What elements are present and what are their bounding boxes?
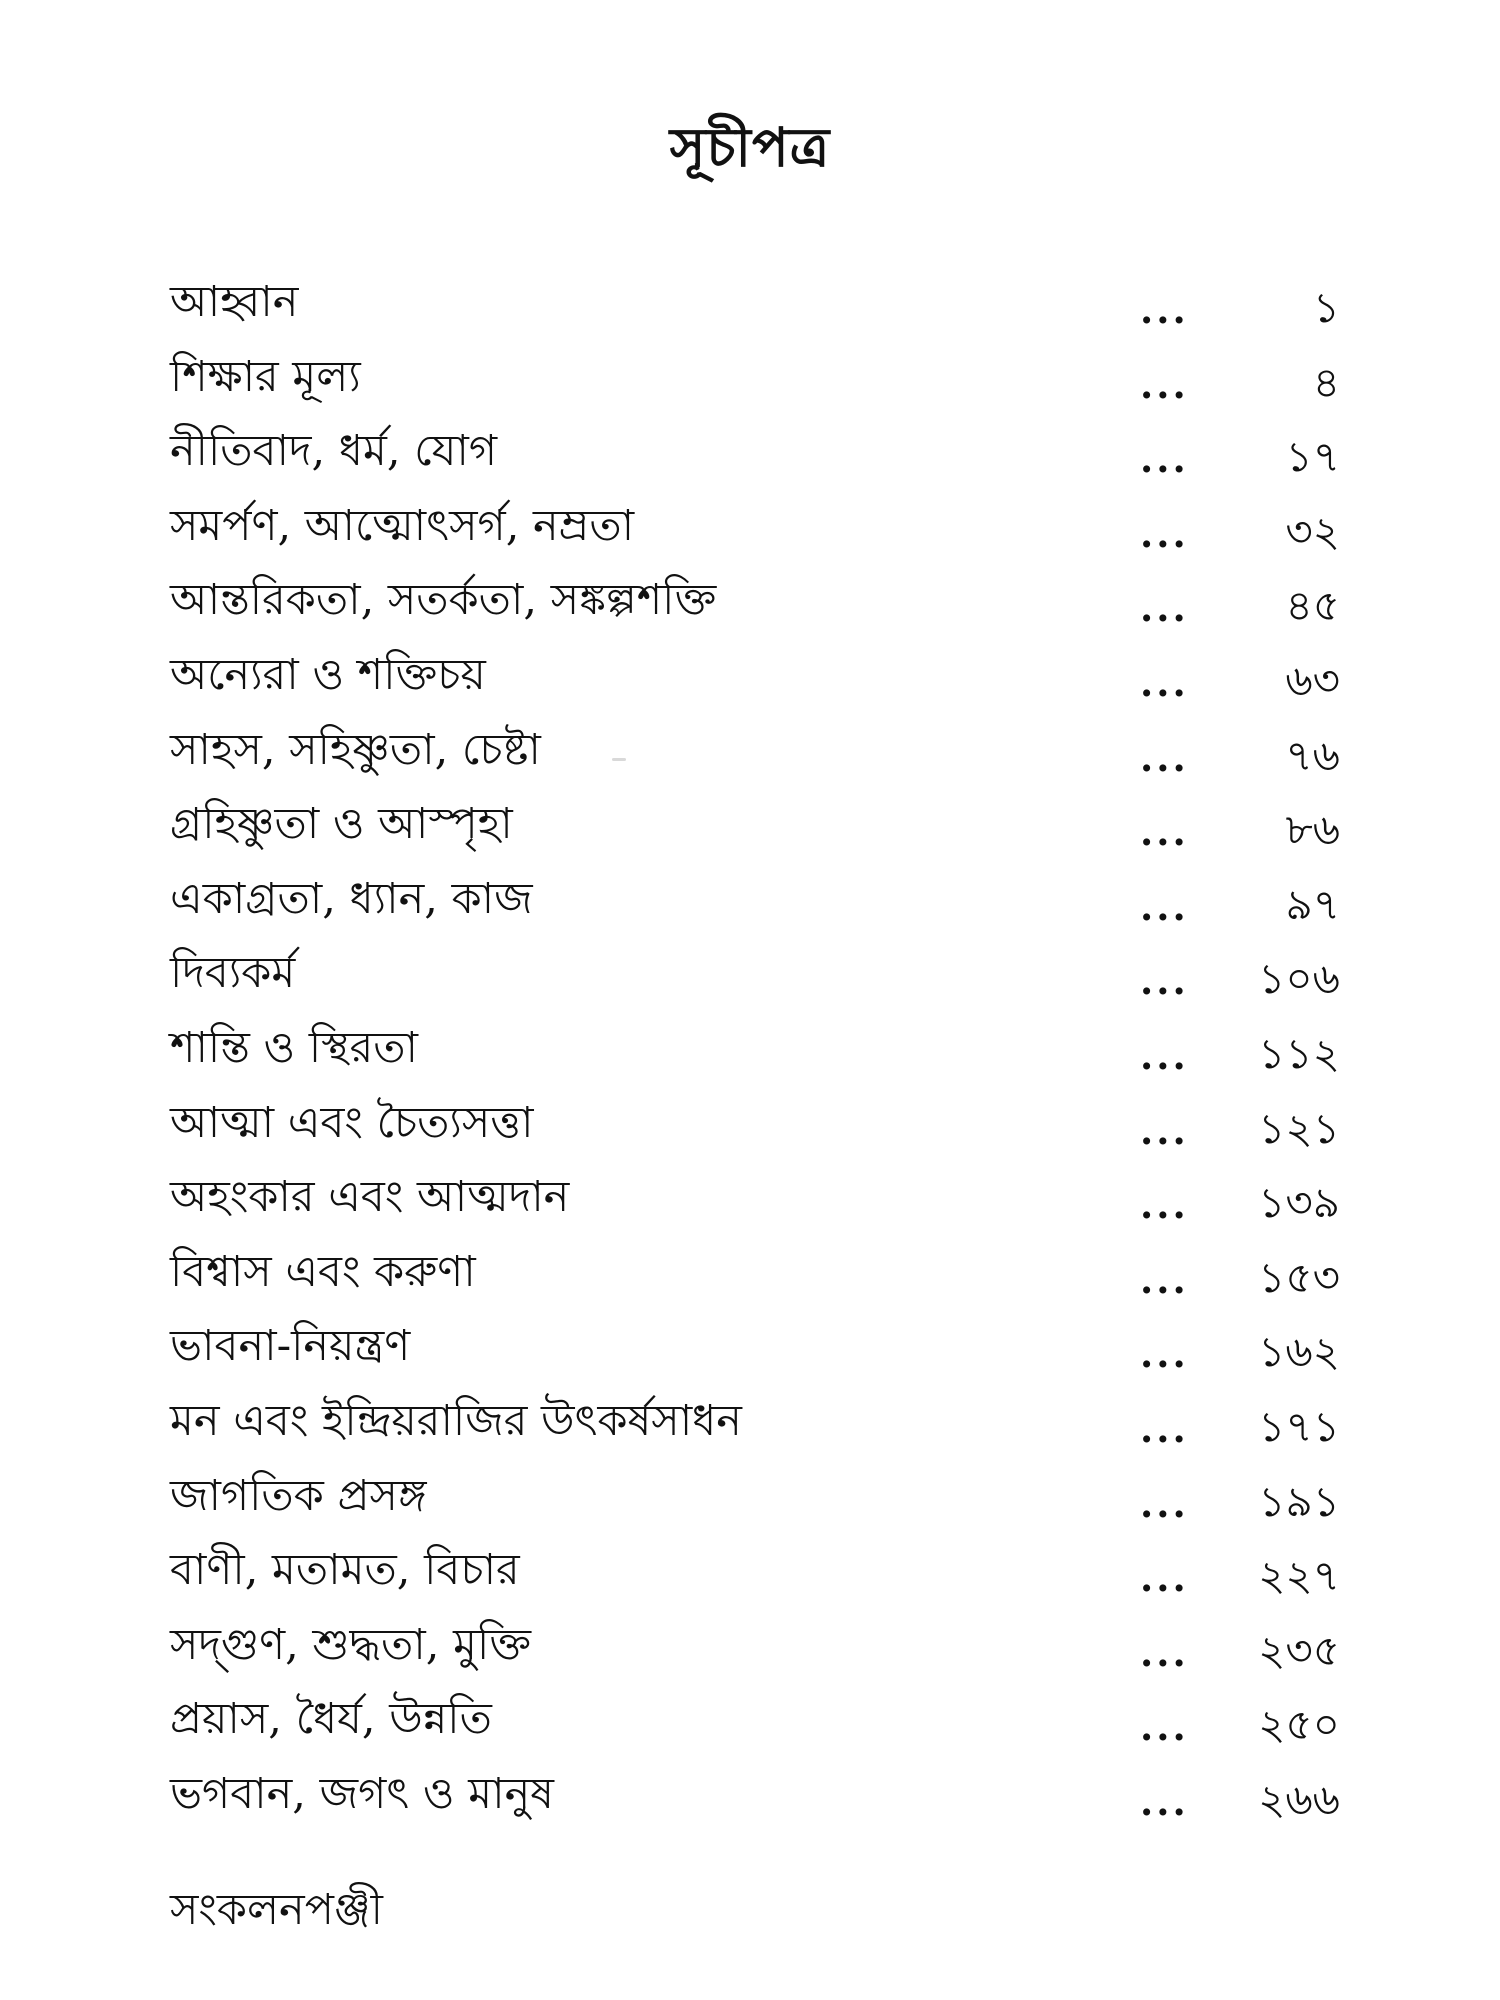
toc-entry [170,347,1340,422]
toc-page-number: ১২১ [1258,1103,1340,1153]
toc-entry [170,1093,1340,1168]
toc-entry [170,1466,1340,1541]
scan-speck [612,758,626,761]
leader-dots: ... [1140,361,1189,407]
toc-entry-title: একাগ্রতা, ধ্যান, কাজ [170,873,533,924]
toc-entry-title: বিশ্বাস এবং করুণা [170,1246,476,1297]
toc-page-number: ১০৬ [1258,954,1340,1004]
toc-entry [170,1689,1340,1764]
toc-entry-title: অহংকার এবং আত্মদান [170,1172,570,1223]
toc-page-number: ৮৬ [1285,805,1340,855]
leader-dots: ... [1140,809,1189,855]
toc-entry-title: আত্মা এবং চৈত্যসত্তা [170,1097,534,1148]
toc-page-number: ১৯১ [1258,1476,1340,1526]
toc-entry-title: দিব্যকর্ম [170,948,296,999]
toc-page-number: ১৫৩ [1258,1252,1340,1302]
leader-dots: ... [1140,287,1189,332]
toc-page-number: ২৬৬ [1258,1774,1340,1824]
toc-entry-title: সদ্গুণ, শুদ্ধতা, মুক্তি [170,1619,532,1670]
toc-entry [170,645,1340,720]
toc-entry-title: আহ্বান [170,277,299,327]
toc-page-number: ৯৭ [1285,879,1340,929]
leader-dots: ... [1140,883,1189,929]
toc-page-number: ২২৭ [1258,1551,1340,1601]
toc-entry [170,869,1340,944]
toc-entry [170,720,1340,795]
leader-dots: ... [1140,1704,1189,1750]
toc-entry [170,496,1340,571]
leader-dots: ... [1140,585,1189,631]
toc-entry-title: ভাবনা-নিয়ন্ত্রণ [170,1321,411,1372]
toc-entry-title: বাণী, মতামত, বিচার [170,1545,520,1596]
toc-entry [170,1540,1340,1615]
leader-dots: ... [1140,958,1189,1004]
toc-entry [170,272,1340,347]
appendix-title: সংকলনপঞ্জী [170,1885,383,1935]
toc-page-number: ৪৫ [1285,581,1340,631]
table-of-contents [170,272,1340,1838]
toc-entry [170,421,1340,496]
toc-entry [170,1018,1340,1093]
leader-dots: ... [1140,1331,1189,1377]
toc-entry [170,794,1340,869]
toc-entry-title: শিক্ষার মূল্য [170,351,361,402]
toc-entry-title: সাহস, সহিষ্ণুতা, চেষ্টা [170,724,541,775]
leader-dots: ... [1140,1182,1189,1228]
leader-dots: ... [1140,1032,1189,1078]
toc-page-number: ৬৩ [1285,655,1340,705]
toc-page-number: ৩২ [1285,506,1340,556]
toc-entry [170,1391,1340,1466]
toc-entry-title: আন্তরিকতা, সতর্কতা, সঙ্কল্পশক্তি [170,575,717,626]
leader-dots: ... [1140,734,1189,780]
page-title: সূচীপত্র [669,115,831,179]
toc-page-number: ৭৬ [1285,730,1340,780]
leader-dots: ... [1140,1107,1189,1153]
leader-dots: ... [1140,1555,1189,1601]
leader-dots: ... [1140,510,1189,556]
toc-page-number: ১১২ [1258,1028,1340,1078]
leader-dots: ... [1140,1629,1189,1675]
toc-entry [170,1764,1340,1839]
toc-entry [170,1316,1340,1391]
toc-entry [170,943,1340,1018]
leader-dots: ... [1140,1480,1189,1526]
leader-dots: ... [1140,1256,1189,1302]
toc-page-number: ১৬২ [1258,1327,1340,1377]
toc-page-number: ৪ [1312,357,1340,407]
toc-entry [170,1615,1340,1690]
toc-entry-title: শান্তি ও স্থিরতা [170,1022,418,1073]
toc-page-number: ১৭ [1285,432,1340,482]
toc-page-number: ১৩৯ [1258,1178,1340,1228]
toc-page-number: ১ [1312,283,1340,332]
toc-entry-title: নীতিবাদ, ধর্ম, যোগ [170,426,498,477]
toc-entry-title: অন্যেরা ও শক্তিচয় [170,649,486,700]
leader-dots: ... [1140,1405,1189,1451]
toc-entry-title: মন এবং ইন্দ্রিয়রাজির উৎকর্ষসাধন [170,1395,742,1446]
toc-page-number: ২৫০ [1258,1700,1340,1750]
toc-page-number: ২৩৫ [1258,1625,1340,1675]
toc-entry [170,1167,1340,1242]
toc-entry [170,570,1340,645]
toc-entry-title: ভগবান, জগৎ ও মানুষ [170,1768,554,1819]
leader-dots: ... [1140,659,1189,705]
toc-entry-title: গ্রহিষ্ণুতা ও আস্পৃহা [170,799,513,850]
leader-dots: ... [1140,1778,1189,1824]
toc-entry [170,1242,1340,1317]
toc-entry-title: সমর্পণ, আত্মোৎসর্গ, নম্রতা [170,500,635,551]
toc-entry-title: প্রয়াস, ধৈর্য, উন্নতি [170,1694,492,1745]
toc-page-number: ১৭১ [1258,1401,1340,1451]
leader-dots: ... [1140,436,1189,482]
toc-entry-title: জাগতিক প্রসঙ্গ [170,1470,427,1521]
